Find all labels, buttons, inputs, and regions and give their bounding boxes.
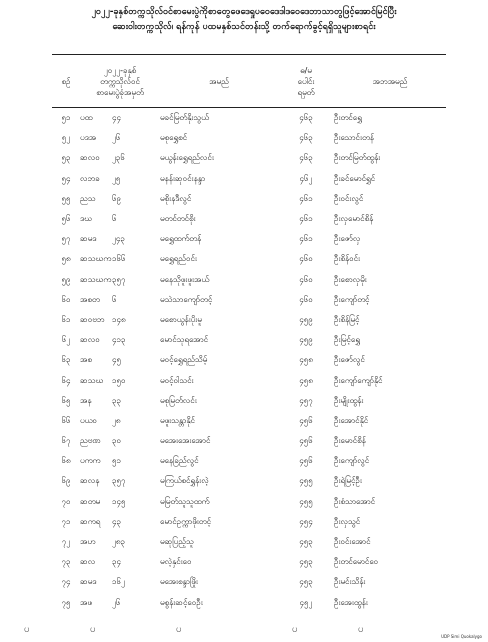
total-score: ၄၅၄ (299, 516, 313, 526)
total-score: ၄၆၁ (299, 234, 313, 244)
table-row (52, 209, 446, 229)
table-row (52, 148, 446, 168)
seat-digits: ၆ (112, 214, 117, 224)
student-name: မောင်ဥက္ကာဖိုးတင့် (160, 516, 212, 526)
student-name: မနေခြည်လွင် (160, 456, 199, 466)
seat-digits: ၁၆၂ (112, 577, 125, 587)
row-number: ၅၂ (61, 133, 71, 143)
father-name: ဦးမြင့်ရွှေ (334, 335, 360, 345)
student-name: မစုရွှေစင် (160, 133, 188, 143)
total-score: ၄၆၃ (299, 153, 313, 163)
row-number: ၆၁ (61, 314, 71, 324)
total-score: ၄၆၀ (299, 254, 313, 264)
father-name: ဦးတင်မြတ်ထွန်း (334, 153, 381, 163)
father-name: ဦးရဲမြင့်ဦး (334, 476, 362, 486)
seat-prefix: လဘခ (80, 173, 100, 183)
seat-prefix: ဆသဃ (80, 375, 104, 385)
father-name: ဦးဇော်လှ (334, 234, 361, 244)
total-score: ၄၅၈ (299, 375, 313, 385)
row-number: ၇၀ (61, 496, 71, 506)
father-name: ဦးကျော်လွင် (334, 456, 370, 466)
total-score: ၄၆၃ (299, 133, 313, 143)
seat-digits: ၃၃ (112, 395, 121, 405)
seat-number (80, 189, 160, 209)
total-score: ၄၅၃ (299, 577, 313, 587)
table-row (52, 330, 446, 350)
seat-number (80, 148, 160, 168)
student-name: မအေးစန္ဒာဖြိုး (160, 577, 198, 587)
seat-prefix: ဆမဒ (80, 234, 97, 244)
father-name: ဦးဝင်းလွင် (334, 193, 364, 203)
total-score: ၄၆၂ (299, 173, 313, 183)
seat-number (80, 169, 160, 189)
student-name: မယွန်းရွှေရည်လင်း (160, 153, 214, 163)
total-score: ၄၆၁ (299, 214, 313, 224)
row-number: ၇၂ (61, 537, 71, 547)
row-number: ၆၆ (61, 415, 71, 425)
table-row (52, 492, 446, 512)
seat-prefix: ဆကရ (80, 516, 101, 526)
student-name: မဖူးသန္တာနိုင် (160, 415, 195, 425)
row-number: ၅၁ (61, 113, 71, 123)
student-name: မလဲ့နှင်းဝေ (160, 557, 192, 567)
row-number: ၇၁ (61, 516, 71, 526)
table-row (52, 471, 446, 491)
seat-number (80, 290, 160, 310)
seat-digits: ၂၃၆ (112, 153, 125, 163)
student-name: မအေးအေးအောင် (160, 436, 211, 446)
seat-prefix: ဆမဒ (80, 577, 97, 587)
seat-digits: ၆ (112, 294, 117, 304)
student-name: မဝင့်ဝါသင်း (160, 375, 194, 385)
seat-prefix: ညဗဏ (80, 436, 101, 446)
seat-prefix: ညသ (80, 193, 96, 203)
seat-number (80, 330, 160, 350)
row-number: ၅၈ (61, 254, 71, 264)
document-subtitle: ဆေး၀ါးတက္ကသိုလ်၊ ရန်ကုန် ပထမနှစ်သင်တန်းသို့ တက်ရောက်ခွင့်ရရှိသူများစာရင်း (112, 22, 376, 32)
row-number: ၆၃ (61, 355, 71, 365)
table-row (52, 350, 446, 370)
row-number: ၆၇ (61, 436, 71, 446)
father-name: ဦးကျော်ကျော်နိုင် (334, 375, 383, 385)
seat-prefix: ပဒအ (80, 133, 97, 143)
seat-number (80, 572, 160, 592)
table-row (52, 593, 446, 613)
total-score: ၄၅၅ (299, 476, 313, 486)
seat-digits: ၂၈၃ (112, 537, 125, 547)
seat-number (80, 492, 160, 512)
table-row (52, 532, 446, 552)
seat-number (80, 128, 160, 148)
total-score: ၄၅၆ (299, 436, 313, 446)
seat-prefix: ဆသဃက (80, 274, 112, 284)
total-score: ၄၆၀ (299, 274, 313, 284)
col-header-no: စဉ် (52, 55, 80, 108)
seat-prefix: ဒဃ (80, 214, 92, 224)
row-number: ၅၄ (61, 173, 71, 183)
total-score: ၄၅၃ (299, 557, 313, 567)
seat-number (80, 411, 160, 431)
seat-prefix: ဆလဝ (80, 153, 100, 163)
total-score: ၄၅၆ (299, 456, 313, 466)
seat-prefix: ဆလဝ (80, 335, 100, 345)
seat-digits: ၄၃ (112, 516, 121, 526)
father-name: ဦးသောင်းတန် (334, 133, 374, 143)
seat-digits: ၂၄၃ (112, 234, 125, 244)
table-row (52, 391, 446, 411)
col-header-father-name: အဘအမည် (334, 55, 446, 108)
row-number: ၅၆ (61, 214, 71, 224)
table-row (52, 310, 446, 330)
seat-prefix: ဆသဃက (80, 254, 112, 264)
table-row (52, 169, 446, 189)
table-row (52, 552, 446, 572)
table-row (52, 249, 446, 269)
row-number: ၅၃ (61, 153, 71, 163)
document-title: ၂၀၂၂-ခုနှစ်တက္ကသိုလ်ဝင်စာမေးပွဲကိုစာတွေဖေဒေရှုပဝေဒေဒါဒဝေဒေဘာသာတွဲဖြင့်အောင်မြင်ပြီး (91, 7, 397, 17)
father-name: ဦးလှသွင် (334, 516, 361, 526)
seat-digits: ၄၄ (112, 113, 121, 123)
col-header-name: အမည် (160, 55, 278, 108)
seat-prefix: ဆတမ (80, 496, 101, 506)
seat-digits: ၅၁ (112, 456, 121, 466)
seat-number (80, 593, 160, 613)
row-number: ၆၄ (61, 375, 71, 385)
seat-prefix: ပထ (80, 113, 93, 123)
father-name: ဦးလှမောင်စိန် (334, 214, 374, 224)
father-name: ဦးကျော်တင့် (334, 294, 370, 304)
seat-digits: ၁၄၈ (112, 314, 126, 324)
table-row (52, 411, 446, 431)
total-score: ၄၅၈ (299, 355, 313, 365)
total-score: ၄၅၃ (299, 537, 313, 547)
seat-prefix: အစတ (80, 294, 100, 304)
seat-number (80, 229, 160, 249)
col-header-total-score: ဓ/မ ပေါင်း ရမှတ် (278, 55, 334, 108)
seat-number (80, 209, 160, 229)
seat-number (80, 512, 160, 532)
table-row (52, 229, 446, 249)
table-header-row (52, 55, 446, 108)
total-score: ၄၅၂ (299, 597, 313, 607)
student-name: မခင်မြတ်နိုးသွယ် (160, 113, 209, 123)
student-name: မသဲသာကျော်တင့် (160, 294, 213, 304)
table-row (52, 451, 446, 471)
seat-prefix: ပယဝ (80, 415, 97, 425)
father-name: ဦးဇော်လွင် (334, 355, 365, 365)
row-number: ၅၅ (61, 193, 71, 203)
student-name: မောင်သုရအောင် (160, 335, 209, 345)
student-name: မစောယွန်းပိုးမူ (160, 314, 202, 324)
row-number: ၆၂ (61, 335, 71, 345)
father-name: ဦးစိန်ဝင်း (334, 254, 361, 264)
seat-digits: ၂၆ (112, 133, 121, 143)
seat-number (80, 391, 160, 411)
father-name: ဦးခင်မောင်ရွှင် (334, 173, 376, 183)
total-score: ၄၆၀ (299, 294, 313, 304)
seat-number (80, 552, 160, 572)
seat-digits: ၃၅၇ (112, 476, 126, 486)
seat-digits: ၆၉ (112, 193, 121, 203)
seat-prefix: အဖ (80, 597, 92, 607)
table-row (52, 370, 446, 390)
initial-mark: ပ (24, 624, 30, 635)
student-name: မရွှေရည်ဝင်း (160, 254, 197, 264)
father-name: ဦးအောင်နိုင် (334, 415, 369, 425)
seat-digits: ၄၁၃ (112, 335, 126, 345)
initial-mark: ပ (292, 624, 298, 635)
row-number: ၆၈ (61, 456, 71, 466)
table-row (52, 290, 446, 310)
student-name: မစိုးနဒီလွင် (160, 193, 192, 203)
seat-number (80, 249, 160, 269)
seat-number (80, 471, 160, 491)
footer-note: UDP Simi Quokalygo (441, 634, 482, 639)
seat-digits: ၃၅၇ (112, 274, 126, 284)
initial-mark: ပ (176, 624, 182, 635)
father-name: ဦးဝင်းအောင် (334, 537, 371, 547)
row-number: ၅၇ (61, 234, 71, 244)
table-row (52, 270, 446, 290)
seat-prefix: ဆလ (80, 557, 96, 567)
table-row (52, 431, 446, 451)
father-name: ဦးစံသာအောင် (334, 496, 376, 506)
row-number: ၇၅ (61, 597, 71, 607)
seat-digits: ၁၆၆ (112, 254, 126, 264)
seat-prefix: ဆဝဗဘ (80, 314, 105, 324)
seat-digits: ၂၅ (112, 173, 121, 183)
total-score: ၄၅၅ (299, 496, 313, 506)
seat-prefix: အဟ (80, 537, 96, 547)
father-name: ဦးမျိုးထွန်း (334, 395, 364, 405)
seat-number (80, 108, 160, 129)
seat-digits: ၁၄၅ (112, 496, 126, 506)
student-name: မတင်တင်စိုး (160, 214, 196, 224)
seat-digits: ၂၈ (112, 415, 121, 425)
seat-number (80, 431, 160, 451)
row-number: ၇၃ (61, 557, 71, 567)
seat-number (80, 451, 160, 471)
initial-mark: ပ (358, 624, 364, 635)
total-score: ၄၆၃ (299, 113, 313, 123)
col-header-seat-number: ၂၀၂၂-ခုနှစ် တက္ကသိုလ်ဝင် စာမေးပွဲခုံအမှတ် (80, 55, 160, 108)
father-name: ဦးတင်ရွှေ (334, 113, 362, 123)
seat-digits: ၁၅၀ (112, 375, 126, 385)
seat-number (80, 270, 160, 290)
seat-prefix: အန (80, 395, 92, 405)
table-row (52, 189, 446, 209)
signature-initials (0, 622, 488, 636)
father-name: ဦးမောင်စိန် (334, 436, 366, 446)
seat-digits: ၂၆ (112, 597, 121, 607)
total-score: ၄၆၁ (299, 193, 313, 203)
student-name: မကြယ်စင်ရွှန်းလဲ့ (160, 476, 209, 486)
seat-digits: ၄၅ (112, 355, 121, 365)
student-name: မစုမြတ်လင်း (160, 395, 197, 405)
seat-digits: ၃၄ (112, 557, 121, 567)
seat-digits: ၃၀ (112, 436, 121, 446)
father-name: ဦးတင်မောင်ဝေ (334, 557, 379, 567)
total-score: ၄၅၇ (299, 395, 313, 405)
row-number: ၆၀ (61, 294, 71, 304)
seat-number (80, 310, 160, 330)
father-name: ဦးစိန်မြင့် (334, 314, 360, 324)
seat-prefix: ပကက (80, 456, 101, 466)
student-name: မစွန်းဆင့်ဝေဦး (160, 597, 203, 607)
student-name: မဝင့်ရွှေရည်သိမ့် (160, 355, 208, 365)
total-score: ၄၅၆ (299, 415, 313, 425)
seat-number (80, 532, 160, 552)
row-number: ၆၅ (61, 395, 71, 405)
results-table (52, 54, 446, 613)
student-name: မနေသိုဖူးဖူးအယ် (160, 274, 210, 284)
seat-prefix: ဆလန (80, 476, 100, 486)
seat-number (80, 370, 160, 390)
total-score: ၄၅၉ (299, 314, 313, 324)
table-row (52, 512, 446, 532)
student-name: မနန်းဆုဝင်းနန္ဒာ (160, 173, 206, 183)
father-name: ဦးအေးထွန်း (334, 597, 368, 607)
father-name: ဦးမင်းသိန်း (334, 577, 366, 587)
seat-number (80, 350, 160, 370)
student-name: မဆုပြည့်သူ (160, 537, 194, 547)
table-row (52, 128, 446, 148)
student-name: မရွှေထက်တန် (160, 234, 202, 244)
seat-prefix: အစ (80, 355, 92, 365)
table-row (52, 572, 446, 592)
student-name: မမြတ်သူသူထက် (160, 496, 210, 506)
table-row (52, 108, 446, 129)
total-score: ၄၅၉ (299, 335, 313, 345)
father-name: ဦးစောလှမိုး (334, 274, 367, 284)
row-number: ၆၉ (61, 476, 71, 486)
row-number: ၇၄ (61, 577, 71, 587)
initial-mark: ပ (90, 624, 96, 635)
row-number: ၅၉ (61, 274, 71, 284)
